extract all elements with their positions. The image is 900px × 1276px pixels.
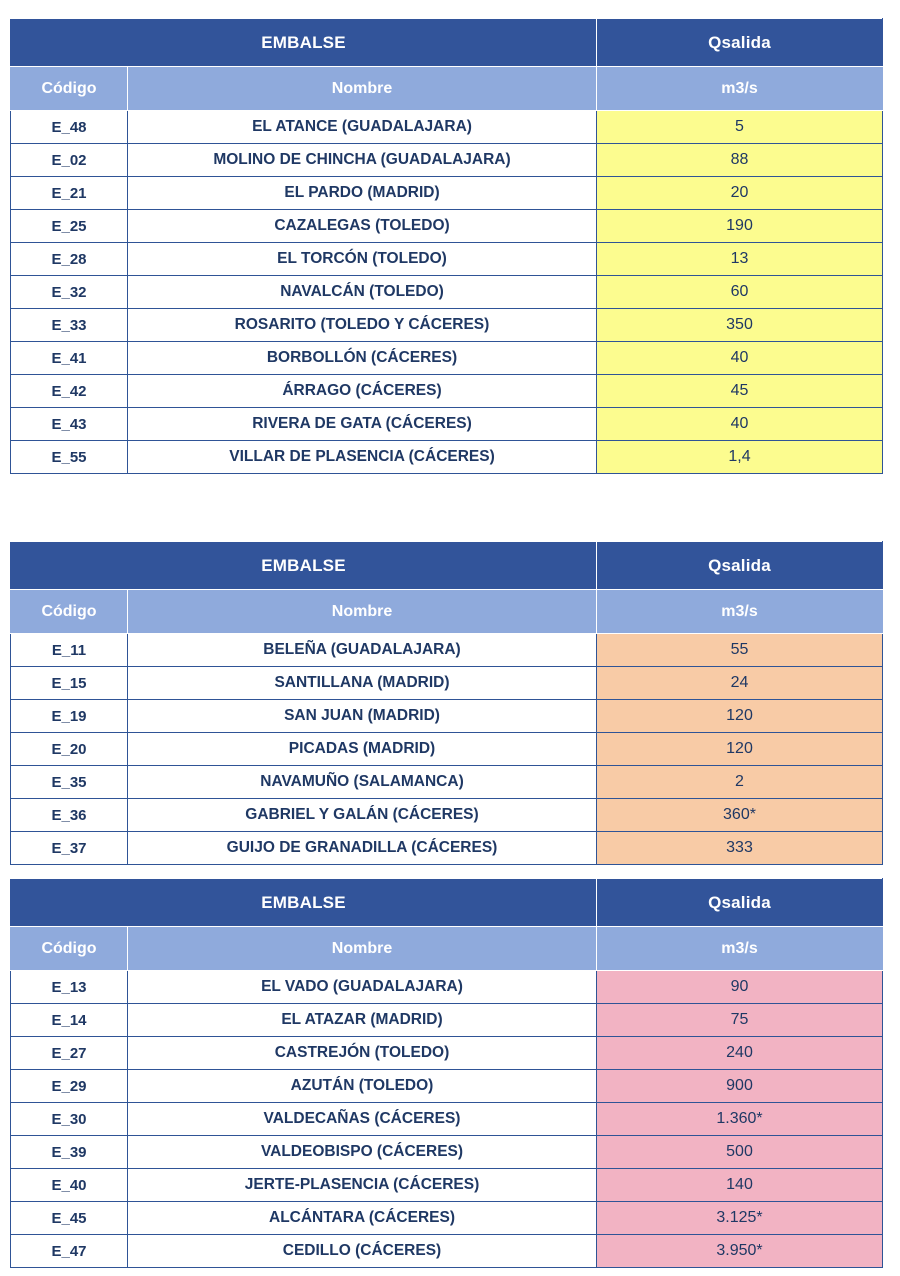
table-row xyxy=(11,1202,883,1235)
cell-qsalida: 140 xyxy=(597,1169,883,1202)
cell-qsalida: 40 xyxy=(597,408,883,441)
table-header-sub-row xyxy=(11,927,883,971)
cell-qsalida: 55 xyxy=(597,634,883,667)
table-header-group-row xyxy=(11,19,883,67)
table-row xyxy=(11,766,883,799)
cell-codigo: E_42 xyxy=(11,375,128,408)
cell-qsalida: 350 xyxy=(597,309,883,342)
table-row xyxy=(11,832,883,865)
table-row xyxy=(11,1103,883,1136)
cell-codigo: E_33 xyxy=(11,309,128,342)
cell-nombre: EL VADO (GUADALAJARA) xyxy=(128,971,597,1004)
cell-nombre: RIVERA DE GATA (CÁCERES) xyxy=(128,408,597,441)
cell-qsalida: 333 xyxy=(597,832,883,865)
cell-nombre: GUIJO DE GRANADILLA (CÁCERES) xyxy=(128,832,597,865)
cell-codigo: E_40 xyxy=(11,1169,128,1202)
cell-nombre: CEDILLO (CÁCERES) xyxy=(128,1235,597,1268)
cell-qsalida: 120 xyxy=(597,733,883,766)
cell-qsalida: 2 xyxy=(597,766,883,799)
header-units: m3/s xyxy=(597,927,883,971)
cell-qsalida: 5 xyxy=(597,111,883,144)
cell-qsalida: 88 xyxy=(597,144,883,177)
cell-nombre: EL ATAZAR (MADRID) xyxy=(128,1004,597,1037)
cell-codigo: E_11 xyxy=(11,634,128,667)
cell-nombre: NAVALCÁN (TOLEDO) xyxy=(128,276,597,309)
cell-nombre: BORBOLLÓN (CÁCERES) xyxy=(128,342,597,375)
cell-nombre: GABRIEL Y GALÁN (CÁCERES) xyxy=(128,799,597,832)
cell-qsalida: 90 xyxy=(597,971,883,1004)
table-row xyxy=(11,634,883,667)
header-qsalida: Qsalida xyxy=(597,879,883,927)
table-row xyxy=(11,1235,883,1268)
cell-codigo: E_41 xyxy=(11,342,128,375)
table-row xyxy=(11,375,883,408)
cell-codigo: E_35 xyxy=(11,766,128,799)
reservoir-table-orange xyxy=(10,541,883,865)
cell-qsalida: 3.125* xyxy=(597,1202,883,1235)
table-header xyxy=(11,19,883,111)
table-body xyxy=(11,971,883,1268)
cell-qsalida: 45 xyxy=(597,375,883,408)
cell-codigo: E_45 xyxy=(11,1202,128,1235)
cell-nombre: CAZALEGAS (TOLEDO) xyxy=(128,210,597,243)
cell-qsalida: 1,4 xyxy=(597,441,883,474)
cell-codigo: E_27 xyxy=(11,1037,128,1070)
cell-codigo: E_13 xyxy=(11,971,128,1004)
reservoir-table-yellow xyxy=(10,18,883,474)
table-header-sub-row xyxy=(11,67,883,111)
cell-nombre: ALCÁNTARA (CÁCERES) xyxy=(128,1202,597,1235)
header-embalse: EMBALSE xyxy=(11,542,597,590)
cell-nombre: ROSARITO (TOLEDO Y CÁCERES) xyxy=(128,309,597,342)
cell-qsalida: 13 xyxy=(597,243,883,276)
table-row xyxy=(11,342,883,375)
table-row xyxy=(11,1169,883,1202)
cell-codigo: E_20 xyxy=(11,733,128,766)
cell-nombre: MOLINO DE CHINCHA (GUADALAJARA) xyxy=(128,144,597,177)
cell-codigo: E_36 xyxy=(11,799,128,832)
cell-nombre: JERTE-PLASENCIA (CÁCERES) xyxy=(128,1169,597,1202)
header-units: m3/s xyxy=(597,590,883,634)
table-row xyxy=(11,408,883,441)
header-codigo: Código xyxy=(11,927,128,971)
table-row xyxy=(11,144,883,177)
table-row xyxy=(11,1136,883,1169)
cell-codigo: E_15 xyxy=(11,667,128,700)
header-qsalida: Qsalida xyxy=(597,19,883,67)
cell-qsalida: 20 xyxy=(597,177,883,210)
header-units: m3/s xyxy=(597,67,883,111)
cell-codigo: E_55 xyxy=(11,441,128,474)
table-row xyxy=(11,309,883,342)
cell-qsalida: 75 xyxy=(597,1004,883,1037)
table-row xyxy=(11,799,883,832)
cell-codigo: E_19 xyxy=(11,700,128,733)
cell-nombre: ÁRRAGO (CÁCERES) xyxy=(128,375,597,408)
header-nombre: Nombre xyxy=(128,590,597,634)
cell-qsalida: 1.360* xyxy=(597,1103,883,1136)
table-row xyxy=(11,667,883,700)
cell-codigo: E_30 xyxy=(11,1103,128,1136)
cell-qsalida: 3.950* xyxy=(597,1235,883,1268)
cell-qsalida: 900 xyxy=(597,1070,883,1103)
cell-nombre: VILLAR DE PLASENCIA (CÁCERES) xyxy=(128,441,597,474)
reservoir-table-pink xyxy=(10,878,883,1268)
cell-codigo: E_43 xyxy=(11,408,128,441)
cell-qsalida: 40 xyxy=(597,342,883,375)
table-header-group-row xyxy=(11,879,883,927)
header-embalse: EMBALSE xyxy=(11,879,597,927)
cell-codigo: E_14 xyxy=(11,1004,128,1037)
cell-qsalida: 360* xyxy=(597,799,883,832)
cell-codigo: E_25 xyxy=(11,210,128,243)
cell-qsalida: 240 xyxy=(597,1037,883,1070)
cell-qsalida: 190 xyxy=(597,210,883,243)
cell-nombre: VALDECAÑAS (CÁCERES) xyxy=(128,1103,597,1136)
header-nombre: Nombre xyxy=(128,927,597,971)
cell-codigo: E_39 xyxy=(11,1136,128,1169)
cell-qsalida: 120 xyxy=(597,700,883,733)
table-row xyxy=(11,1070,883,1103)
header-codigo: Código xyxy=(11,67,128,111)
cell-codigo: E_47 xyxy=(11,1235,128,1268)
cell-nombre: CASTREJÓN (TOLEDO) xyxy=(128,1037,597,1070)
table-header-sub-row xyxy=(11,590,883,634)
cell-codigo: E_21 xyxy=(11,177,128,210)
table-body xyxy=(11,111,883,474)
cell-codigo: E_29 xyxy=(11,1070,128,1103)
table-header-group-row xyxy=(11,542,883,590)
cell-codigo: E_32 xyxy=(11,276,128,309)
table-row xyxy=(11,733,883,766)
cell-nombre: NAVAMUÑO (SALAMANCA) xyxy=(128,766,597,799)
table-header xyxy=(11,542,883,634)
cell-nombre: SANTILLANA (MADRID) xyxy=(128,667,597,700)
table-body xyxy=(11,634,883,865)
cell-codigo: E_48 xyxy=(11,111,128,144)
table-header xyxy=(11,879,883,971)
cell-nombre: EL ATANCE (GUADALAJARA) xyxy=(128,111,597,144)
header-codigo: Código xyxy=(11,590,128,634)
table-row xyxy=(11,243,883,276)
cell-nombre: AZUTÁN (TOLEDO) xyxy=(128,1070,597,1103)
table-row xyxy=(11,210,883,243)
table-row xyxy=(11,276,883,309)
cell-nombre: BELEÑA (GUADALAJARA) xyxy=(128,634,597,667)
cell-codigo: E_37 xyxy=(11,832,128,865)
cell-codigo: E_02 xyxy=(11,144,128,177)
cell-nombre: VALDEOBISPO (CÁCERES) xyxy=(128,1136,597,1169)
cell-nombre: EL TORCÓN (TOLEDO) xyxy=(128,243,597,276)
cell-nombre: SAN JUAN (MADRID) xyxy=(128,700,597,733)
table-row xyxy=(11,111,883,144)
cell-qsalida: 500 xyxy=(597,1136,883,1169)
cell-qsalida: 60 xyxy=(597,276,883,309)
table-row xyxy=(11,441,883,474)
table-row xyxy=(11,700,883,733)
table-row xyxy=(11,177,883,210)
cell-qsalida: 24 xyxy=(597,667,883,700)
table-row xyxy=(11,1037,883,1070)
cell-codigo: E_28 xyxy=(11,243,128,276)
cell-nombre: PICADAS (MADRID) xyxy=(128,733,597,766)
header-qsalida: Qsalida xyxy=(597,542,883,590)
table-row xyxy=(11,971,883,1004)
header-nombre: Nombre xyxy=(128,67,597,111)
header-embalse: EMBALSE xyxy=(11,19,597,67)
table-row xyxy=(11,1004,883,1037)
cell-nombre: EL PARDO (MADRID) xyxy=(128,177,597,210)
